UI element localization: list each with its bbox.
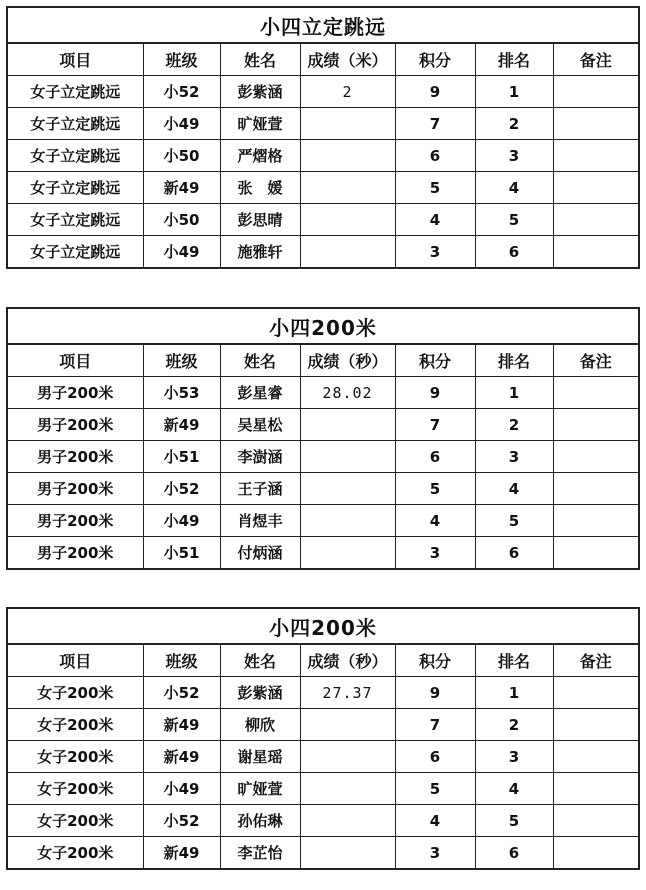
cell-note <box>553 837 638 869</box>
cell-note <box>553 409 638 441</box>
cell-rank: 1 <box>475 377 553 409</box>
cell-score: 27.37 <box>300 677 395 709</box>
header-points: 积分 <box>395 645 475 677</box>
table-row <box>8 172 638 204</box>
cell-score <box>300 441 395 473</box>
cell-class: 小53 <box>143 377 220 409</box>
table-row <box>8 441 638 473</box>
cell-name: 彭紫涵 <box>220 677 300 709</box>
cell-points: 4 <box>395 204 475 236</box>
header-score: 成绩（秒） <box>300 645 395 677</box>
cell-points: 7 <box>395 108 475 140</box>
results-table-standing-jump <box>6 6 640 269</box>
cell-name: 李澍涵 <box>220 441 300 473</box>
results-grid <box>8 44 638 267</box>
cell-note <box>553 741 638 773</box>
table-row <box>8 236 638 268</box>
cell-note <box>553 204 638 236</box>
header-points: 积分 <box>395 345 475 377</box>
cell-event: 女子200米 <box>8 677 143 709</box>
cell-name: 严熠格 <box>220 140 300 172</box>
cell-name: 彭思晴 <box>220 204 300 236</box>
cell-score <box>300 837 395 869</box>
header-note: 备注 <box>553 345 638 377</box>
results-grid <box>8 345 638 568</box>
cell-class: 小50 <box>143 140 220 172</box>
table-row <box>8 409 638 441</box>
cell-note <box>553 377 638 409</box>
cell-rank: 6 <box>475 537 553 569</box>
results-table-boys-200m <box>6 307 640 570</box>
cell-class: 小52 <box>143 76 220 108</box>
cell-score <box>300 473 395 505</box>
header-points: 积分 <box>395 44 475 76</box>
cell-score <box>300 172 395 204</box>
table-row <box>8 473 638 505</box>
header-class: 班级 <box>143 645 220 677</box>
cell-score <box>300 140 395 172</box>
cell-score <box>300 505 395 537</box>
cell-class: 小52 <box>143 677 220 709</box>
cell-rank: 3 <box>475 741 553 773</box>
cell-points: 7 <box>395 709 475 741</box>
table-row <box>8 140 638 172</box>
table-row <box>8 377 638 409</box>
cell-note <box>553 773 638 805</box>
cell-rank: 1 <box>475 76 553 108</box>
cell-points: 5 <box>395 773 475 805</box>
cell-note <box>553 677 638 709</box>
cell-event: 女子200米 <box>8 741 143 773</box>
header-score: 成绩（秒） <box>300 345 395 377</box>
cell-rank: 4 <box>475 773 553 805</box>
cell-rank: 6 <box>475 236 553 268</box>
cell-score <box>300 108 395 140</box>
table-title: 小四200米 <box>8 309 638 345</box>
cell-note <box>553 140 638 172</box>
cell-score: 28.02 <box>300 377 395 409</box>
header-class: 班级 <box>143 345 220 377</box>
header-note: 备注 <box>553 645 638 677</box>
cell-points: 3 <box>395 236 475 268</box>
cell-event: 男子200米 <box>8 377 143 409</box>
header-class: 班级 <box>143 44 220 76</box>
cell-event: 男子200米 <box>8 473 143 505</box>
header-rank: 排名 <box>475 645 553 677</box>
cell-name: 付炳涵 <box>220 537 300 569</box>
cell-class: 小52 <box>143 805 220 837</box>
cell-event: 女子立定跳远 <box>8 204 143 236</box>
cell-points: 3 <box>395 537 475 569</box>
cell-rank: 5 <box>475 204 553 236</box>
cell-event: 女子立定跳远 <box>8 236 143 268</box>
cell-note <box>553 505 638 537</box>
table-row <box>8 709 638 741</box>
cell-rank: 3 <box>475 140 553 172</box>
cell-score <box>300 236 395 268</box>
cell-rank: 2 <box>475 709 553 741</box>
cell-class: 新49 <box>143 741 220 773</box>
table-row <box>8 505 638 537</box>
cell-note <box>553 537 638 569</box>
cell-event: 女子立定跳远 <box>8 76 143 108</box>
cell-name: 孙佑琳 <box>220 805 300 837</box>
cell-event: 男子200米 <box>8 409 143 441</box>
cell-score <box>300 741 395 773</box>
cell-class: 新49 <box>143 409 220 441</box>
table-row <box>8 741 638 773</box>
cell-points: 6 <box>395 741 475 773</box>
cell-points: 9 <box>395 677 475 709</box>
cell-score: 2 <box>300 76 395 108</box>
cell-points: 3 <box>395 837 475 869</box>
header-row <box>8 345 638 377</box>
cell-name: 张 媛 <box>220 172 300 204</box>
cell-score <box>300 709 395 741</box>
cell-event: 女子立定跳远 <box>8 108 143 140</box>
cell-rank: 5 <box>475 805 553 837</box>
cell-event: 女子200米 <box>8 805 143 837</box>
cell-score <box>300 537 395 569</box>
header-name: 姓名 <box>220 44 300 76</box>
cell-event: 女子立定跳远 <box>8 140 143 172</box>
cell-name: 谢星瑶 <box>220 741 300 773</box>
header-note: 备注 <box>553 44 638 76</box>
header-name: 姓名 <box>220 345 300 377</box>
cell-class: 小49 <box>143 108 220 140</box>
cell-rank: 3 <box>475 441 553 473</box>
header-event: 项目 <box>8 44 143 76</box>
cell-points: 4 <box>395 805 475 837</box>
cell-class: 新49 <box>143 172 220 204</box>
cell-event: 女子200米 <box>8 709 143 741</box>
cell-points: 6 <box>395 441 475 473</box>
table-title: 小四200米 <box>8 609 638 645</box>
cell-rank: 2 <box>475 108 553 140</box>
table-row <box>8 837 638 869</box>
cell-class: 小51 <box>143 441 220 473</box>
cell-rank: 4 <box>475 172 553 204</box>
results-table-girls-200m <box>6 607 640 870</box>
cell-note <box>553 473 638 505</box>
header-rank: 排名 <box>475 345 553 377</box>
cell-rank: 4 <box>475 473 553 505</box>
cell-class: 小49 <box>143 236 220 268</box>
cell-class: 小49 <box>143 773 220 805</box>
cell-class: 新49 <box>143 709 220 741</box>
cell-name: 王子涵 <box>220 473 300 505</box>
cell-note <box>553 805 638 837</box>
cell-points: 5 <box>395 172 475 204</box>
header-score: 成绩（米） <box>300 44 395 76</box>
cell-name: 柳欣 <box>220 709 300 741</box>
cell-score <box>300 409 395 441</box>
cell-points: 9 <box>395 76 475 108</box>
cell-name: 彭紫涵 <box>220 76 300 108</box>
cell-rank: 1 <box>475 677 553 709</box>
cell-note <box>553 172 638 204</box>
cell-rank: 6 <box>475 837 553 869</box>
cell-points: 6 <box>395 140 475 172</box>
cell-name: 彭星睿 <box>220 377 300 409</box>
cell-note <box>553 236 638 268</box>
cell-name: 李芷怡 <box>220 837 300 869</box>
cell-event: 女子200米 <box>8 773 143 805</box>
header-row <box>8 645 638 677</box>
cell-event: 女子200米 <box>8 837 143 869</box>
table-row <box>8 805 638 837</box>
cell-event: 女子立定跳远 <box>8 172 143 204</box>
table-title: 小四立定跳远 <box>8 8 638 44</box>
header-row <box>8 44 638 76</box>
cell-score <box>300 204 395 236</box>
cell-class: 新49 <box>143 837 220 869</box>
cell-score <box>300 773 395 805</box>
table-row <box>8 76 638 108</box>
cell-name: 吴星松 <box>220 409 300 441</box>
cell-points: 4 <box>395 505 475 537</box>
cell-note <box>553 108 638 140</box>
cell-class: 小52 <box>143 473 220 505</box>
cell-name: 旷娅萱 <box>220 108 300 140</box>
cell-event: 男子200米 <box>8 537 143 569</box>
table-row <box>8 108 638 140</box>
cell-note <box>553 709 638 741</box>
cell-class: 小49 <box>143 505 220 537</box>
table-row <box>8 773 638 805</box>
cell-points: 7 <box>395 409 475 441</box>
header-name: 姓名 <box>220 645 300 677</box>
cell-note <box>553 76 638 108</box>
cell-points: 9 <box>395 377 475 409</box>
table-row <box>8 204 638 236</box>
cell-name: 施雅轩 <box>220 236 300 268</box>
cell-name: 肖煜丰 <box>220 505 300 537</box>
cell-name: 旷娅萱 <box>220 773 300 805</box>
header-event: 项目 <box>8 345 143 377</box>
cell-class: 小50 <box>143 204 220 236</box>
cell-class: 小51 <box>143 537 220 569</box>
results-grid <box>8 645 638 868</box>
cell-note <box>553 441 638 473</box>
cell-rank: 2 <box>475 409 553 441</box>
cell-event: 男子200米 <box>8 505 143 537</box>
header-rank: 排名 <box>475 44 553 76</box>
cell-event: 男子200米 <box>8 441 143 473</box>
cell-score <box>300 805 395 837</box>
cell-rank: 5 <box>475 505 553 537</box>
table-row <box>8 677 638 709</box>
table-row <box>8 537 638 569</box>
cell-points: 5 <box>395 473 475 505</box>
header-event: 项目 <box>8 645 143 677</box>
